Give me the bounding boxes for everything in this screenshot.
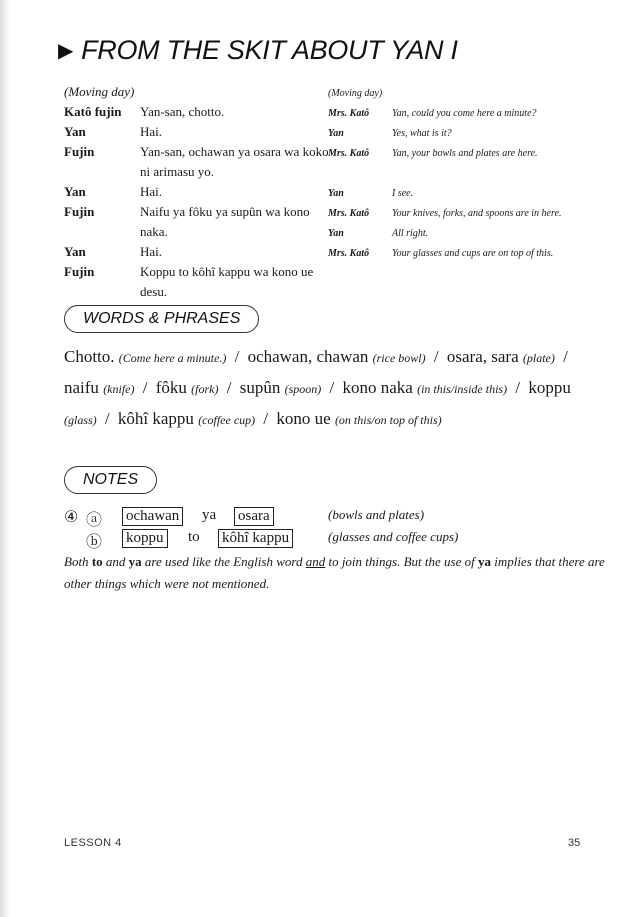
line-text: Yan, your bowls and plates are here. — [392, 148, 538, 159]
note-marker-b: ⓑ — [86, 534, 103, 551]
word-gloss: (knife) — [103, 382, 135, 396]
line-text: All right. — [392, 228, 429, 239]
speaker: Yan — [328, 188, 344, 199]
skit-line — [64, 262, 334, 302]
separator: / — [263, 409, 269, 428]
particle-bold: to — [91, 554, 103, 569]
speaker: Yan — [64, 184, 86, 199]
words-phrases-heading: WORDS & PHRASES — [64, 305, 259, 333]
speaker: Mrs. Katô — [328, 208, 370, 219]
word-gloss: (rice bowl) — [372, 351, 426, 365]
footer-lesson: LESSON 4 — [64, 837, 122, 849]
skit-japanese — [64, 82, 334, 302]
boxed-word: kôhî kappu — [218, 529, 293, 548]
note-explanation — [64, 551, 619, 595]
speaker: Fujin — [64, 204, 95, 219]
speaker: Mrs. Katô — [328, 148, 370, 159]
underlined-word: and — [305, 554, 326, 569]
word-term: naifu — [64, 378, 99, 397]
separator: / — [142, 378, 148, 397]
page-edge-shadow — [0, 0, 10, 917]
word-term: kono ue — [276, 409, 331, 428]
skit-line — [328, 244, 618, 264]
boxed-word: koppu — [122, 529, 168, 548]
skit-english — [328, 84, 618, 264]
line-text: Yan, could you come here a minute? — [392, 108, 537, 119]
note-row-a — [64, 507, 624, 529]
skit-line — [328, 224, 618, 244]
line-text: Naifu ya fôku ya supûn wa kono naka. — [140, 204, 310, 239]
note-english: (glasses and coffee cups) — [328, 529, 459, 544]
line-text: Your glasses and cups are on top of this. — [392, 248, 554, 259]
explanation-text: implies that there are other things which were not mentioned. — [64, 554, 605, 591]
explanation-text: are used like the English word — [141, 554, 306, 569]
skit-line — [64, 242, 334, 262]
notes-heading: NOTES — [64, 466, 157, 494]
speaker: Yan — [328, 228, 344, 239]
scene-label: (Moving day) — [64, 84, 135, 99]
separator: / — [329, 378, 335, 397]
speaker: Yan — [64, 244, 86, 259]
page-title-text: FROM THE SKIT ABOUT YAN I — [81, 35, 458, 65]
word-gloss: (glass) — [64, 413, 97, 427]
word-gloss: (coffee cup) — [198, 413, 256, 427]
word-term: kono naka — [342, 378, 413, 397]
skit-line — [64, 122, 334, 142]
word-term: fôku — [155, 378, 187, 397]
explanation-text: and — [102, 554, 129, 569]
skit-line — [328, 204, 618, 224]
note-marker-a: ⓐ — [86, 512, 103, 529]
speaker: Fujin — [64, 144, 95, 159]
separator: / — [234, 347, 240, 366]
line-text: Yan-san, chotto. — [140, 104, 225, 119]
particle: to — [188, 529, 200, 545]
word-gloss: (fork) — [191, 382, 219, 396]
speaker: Katô fujin — [64, 104, 122, 119]
note-row-b — [64, 529, 624, 551]
skit-line — [328, 144, 618, 164]
word-term: supûn — [239, 378, 281, 397]
line-text: Yan-san, ochawan ya osara wa koko ni arimasu yo. — [140, 144, 329, 179]
line-text: Koppu to kôhî kappu wa kono ue desu. — [140, 264, 314, 299]
word-gloss: (spoon) — [284, 382, 322, 396]
scene-label: (Moving day) — [328, 88, 383, 99]
word-term: kôhî kappu — [117, 409, 194, 428]
line-text: Hai. — [140, 244, 163, 259]
speaker: Mrs. Katô — [328, 248, 370, 259]
word-term: koppu — [528, 378, 571, 397]
speaker: Yan — [64, 124, 86, 139]
word-term: osara, sara — [446, 347, 519, 366]
speaker: Mrs. Katô — [328, 108, 370, 119]
skit-line — [64, 182, 334, 202]
line-text: I see. — [392, 188, 414, 199]
separator: / — [563, 347, 568, 366]
note-number: ④ — [64, 509, 79, 526]
word-term: Chotto. — [64, 347, 115, 366]
page-number: 35 — [568, 837, 581, 849]
word-gloss: (in this/inside this) — [417, 382, 508, 396]
word-gloss: (plate) — [522, 351, 555, 365]
explanation-text: Both — [64, 554, 92, 569]
skit-line — [64, 202, 334, 242]
particle-bold: ya — [477, 554, 491, 569]
separator: / — [433, 347, 439, 366]
boxed-word: ochawan — [122, 507, 183, 526]
skit-line — [328, 124, 618, 144]
notes-section — [64, 507, 624, 551]
page-title — [58, 35, 458, 66]
line-text: Hai. — [140, 124, 163, 139]
skit-line — [64, 142, 334, 182]
line-text: Your knives, forks, and spoons are in here. — [392, 208, 562, 219]
boxed-word: osara — [234, 507, 274, 526]
speaker: Yan — [328, 128, 344, 139]
line-text: Hai. — [140, 184, 163, 199]
words-list — [64, 342, 604, 435]
separator: / — [226, 378, 232, 397]
word-gloss: (on this/on top of this) — [334, 413, 442, 427]
separator: / — [104, 409, 110, 428]
particle: ya — [202, 507, 217, 523]
word-term: ochawan, chawan — [247, 347, 369, 366]
skit-line — [64, 102, 334, 122]
skit-line — [328, 184, 618, 204]
line-text: Yes, what is it? — [392, 128, 452, 139]
separator: / — [515, 378, 521, 397]
skit-line — [328, 104, 618, 124]
particle-bold: ya — [128, 554, 142, 569]
speaker: Fujin — [64, 264, 95, 279]
word-gloss: (Come here a minute.) — [118, 351, 227, 365]
arrow-right-icon: ▶ — [58, 40, 74, 62]
note-english: (bowls and plates) — [328, 507, 425, 522]
explanation-text: to join things. But the use of — [325, 554, 478, 569]
